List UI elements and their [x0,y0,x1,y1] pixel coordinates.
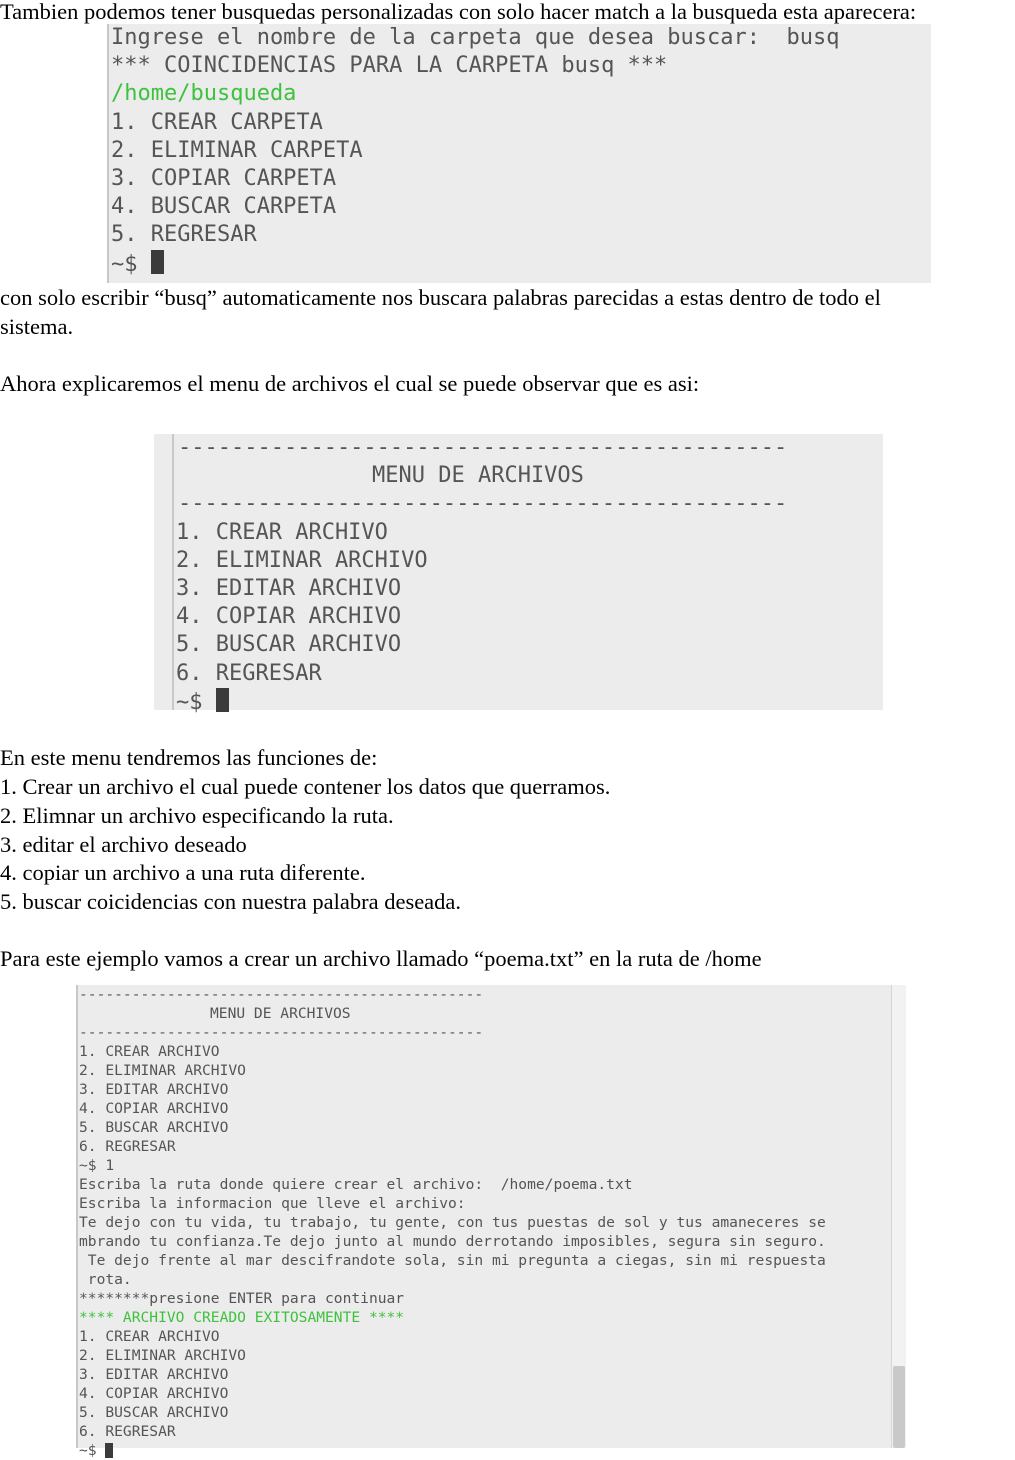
terminal-prompt-input: ~$ 1 [79,1157,115,1174]
terminal-line: Ingrese el nombre de la carpeta que desea buscar: busq [111,25,840,50]
busq-paragraph-line-1: con solo escribir “busq” automaticamente nos buscara palabras parecidas a estas dentro de todo el [0,285,881,310]
cursor-icon [151,250,164,274]
menu-item-edit: 3. EDITAR ARCHIVO [79,1366,229,1383]
menu-item-delete: 2. ELIMINAR ARCHIVO [79,1062,246,1079]
functions-item: 2. Elimnar un archivo especificando la ruta. [0,803,394,828]
scrollbar-thumb[interactable] [893,1366,905,1448]
menu-item-copy: 4. COPIAR ARCHIVO [79,1100,229,1117]
intro-paragraph: Tambien podemos tener busquedas personalizadas con solo hacer match a la busqueda esta aparecera: [0,0,917,24]
menu-item-edit: 3. EDITAR ARCHIVO [176,576,402,602]
terminal-line: 3. COPIAR CARPETA [111,166,337,192]
terminal-left-border [172,434,174,710]
menu-item-copy: 4. COPIAR ARCHIVO [176,604,402,630]
menu-separator: ---------------------------------------------- [79,1024,484,1041]
success-message: **** ARCHIVO CREADO EXITOSAMENTE **** [79,1309,405,1326]
menu-item-create: 1. CREAR ARCHIVO [79,1043,220,1060]
terminal-prompt: ~$ [111,251,151,277]
press-enter-message: ********presione ENTER para continuar [79,1290,405,1307]
poem-line: Te dejo con tu vida, tu trabajo, tu gente, con tus puestas de sol y tus amaneceres se [79,1214,826,1231]
functions-heading: En este menu tendremos las funciones de: [0,745,378,770]
menu-item-search: 5. BUSCAR ARCHIVO [79,1119,229,1136]
terminal-line: 4. BUSCAR CARPETA [111,194,337,220]
menu-separator: ---------------------------------------------- [178,435,788,460]
terminal-prompt: ~$ [176,689,216,715]
menu-item-back: 6. REGRESAR [79,1423,176,1440]
menu-item-search: 5. BUSCAR ARCHIVO [176,632,402,658]
terminal-prompt: ~$ [79,1442,106,1459]
terminal-line: 1. CREAR CARPETA [111,109,323,135]
menu-title: MENU DE ARCHIVOS [210,1005,351,1022]
terminal-prompt-line [176,688,883,717]
terminal-prompt-line [79,1441,906,1460]
terminal-prompt-line [111,250,931,279]
functions-item: 5. buscar coicidencias con nuestra palabra deseada. [0,889,462,914]
terminal-screenshot-file-menu [154,434,883,715]
menu-item-search: 5. BUSCAR ARCHIVO [79,1404,229,1421]
functions-item: 1. Crear un archivo el cual puede contener los datos que querramos. [0,774,611,799]
poem-line: mbrando tu confianza.Te dejo junto al mundo derrotando imposibles, segura sin seguro. [79,1233,826,1250]
poem-line: rota. [79,1271,132,1288]
functions-item: 3. editar el archivo deseado [0,832,247,857]
cursor-icon [216,688,229,712]
menu-intro-paragraph: Ahora explicaremos el menu de archivos el cual se puede observar que es asi: [0,371,700,396]
menu-item-edit: 3. EDITAR ARCHIVO [79,1081,229,1098]
terminal-match-path: /home/busqueda [111,81,297,107]
menu-item-back: 6. REGRESAR [79,1138,176,1155]
terminal-line: *** COINCIDENCIAS PARA LA CARPETA busq *** [111,53,668,79]
terminal-line: 2. ELIMINAR CARPETA [111,137,363,163]
menu-item-back: 6. REGRESAR [176,660,322,686]
menu-item-create: 1. CREAR ARCHIVO [79,1328,220,1345]
menu-item-delete: 2. ELIMINAR ARCHIVO [176,547,428,573]
terminal-screenshot-create-file [76,985,906,1459]
menu-separator: ---------------------------------------------- [79,986,484,1003]
terminal-ask-info: Escriba la informacion que lleve el archivo: [79,1195,466,1212]
poem-line: Te dejo frente al mar descifrandote sola, sin mi pregunta a ciegas, sin mi respuesta [79,1252,826,1269]
menu-title: MENU DE ARCHIVOS [372,463,584,489]
menu-item-delete: 2. ELIMINAR ARCHIVO [79,1347,246,1364]
menu-separator: ---------------------------------------------- [178,491,788,517]
terminal-left-border [76,985,78,1448]
busq-paragraph-line-2: sistema. [0,314,74,339]
cursor-icon [105,1443,113,1458]
terminal-left-border [107,24,109,283]
terminal-ask-path: Escriba la ruta donde quiere crear el archivo: /home/poema.txt [79,1176,633,1193]
menu-item-copy: 4. COPIAR ARCHIVO [79,1385,229,1402]
example-paragraph: Para este ejemplo vamos a crear un archivo llamado “poema.txt” en la ruta de /home [0,946,762,971]
terminal-screenshot-search [107,24,931,283]
terminal-scrollbar[interactable] [891,985,906,1448]
functions-item: 4. copiar un archivo a una ruta diferente. [0,860,366,885]
terminal-line: 5. REGRESAR [111,222,257,248]
menu-item-create: 1. CREAR ARCHIVO [176,519,388,545]
